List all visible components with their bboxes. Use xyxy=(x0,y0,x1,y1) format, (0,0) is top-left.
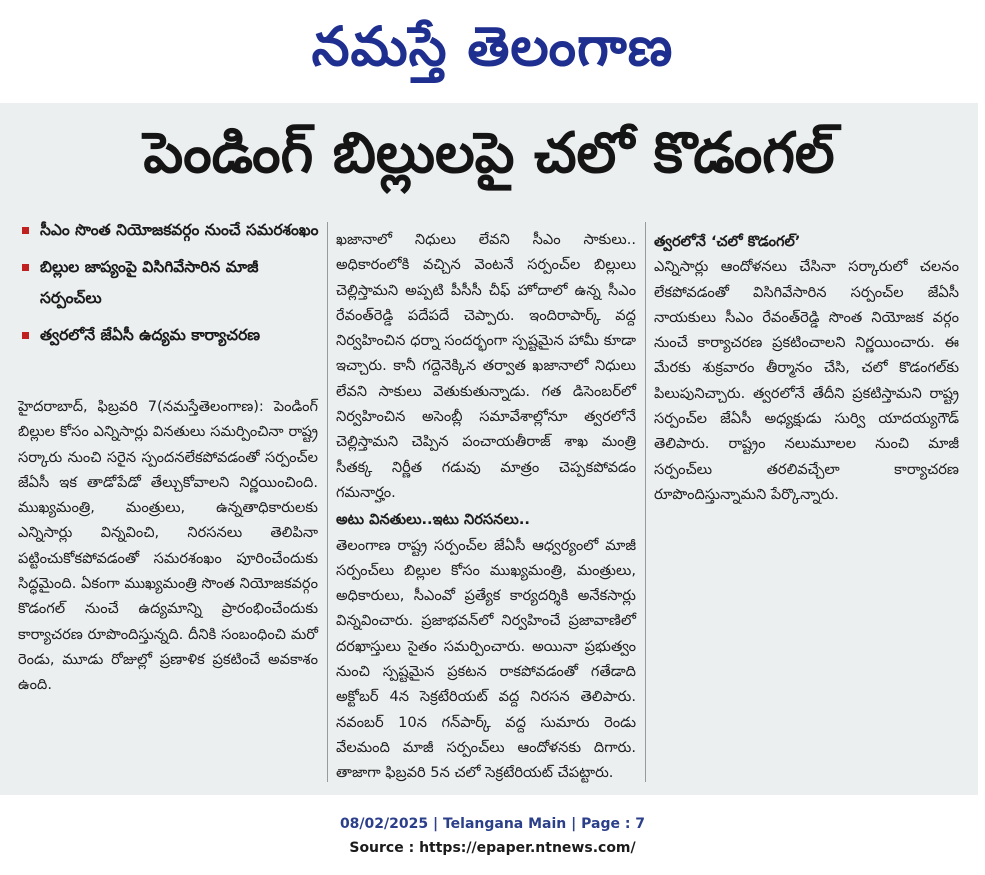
masthead-title: నమస్తే తెలంగాణ xyxy=(311,14,674,78)
bullet-text: బిల్లుల జాప్యంపై విసిగివేసారిన మాజీ సర్పంచ్‌లు xyxy=(40,258,259,307)
red-square-icon xyxy=(22,264,29,271)
paragraph: తెలంగాణ రాష్ట్ర సర్పంచ్‌ల జేఏసీ ఆధ్వర్యంలో మాజీ సర్పంచ్‌లు బిల్లుల కోసం ముఖ్యమంత్రి, మంత్రులు, అధికారులు, సీఎంవో ప్రత్యేక కార్యదర్శికి అనేకసార్లు విన్నవించారు. ప్రజాభవన్‌లో నిర్వహించే ప్రజావాణిలో దరఖాస్తులు సైతం సమర్పించారు. అయినా ప్రభుత్వం నుంచి స్పష్టమైన ప్రకటన రాకపోవడంతో గతేడాది అక్టోబర్ 4న సెక్రటేరియట్ వద్ద నిరసన తెలిపారు. నవంబర్ 10న గన్‌పార్క్ వద్ద సుమారు రెండు వేలమంది మాజీ సర్పంచ్‌లు ఆందోళనకు దిగారు. తాజాగా ఫిబ్రవరి 5న చలో సెక్రటేరియట్ చేపట్టారు. xyxy=(336,536,636,782)
source-link[interactable]: Source : https://epaper.ntnews.com/ xyxy=(349,840,636,856)
edition-info: 08/02/2025 | Telangana Main | Page : 7 xyxy=(339,816,646,832)
article-column-1 xyxy=(18,394,318,698)
red-square-icon xyxy=(22,227,29,234)
paragraph: హైదరాబాద్, ఫిబ్రవరి 7(నమస్తేతెలంగాణ): పెండింగ్ బిల్లుల కోసం ఎన్నిసార్లు వినతులు సమర్పించినా రాష్ట్ర సర్కారు నుంచి సరైన స్పందనలేకపోవడంతో సర్పంచ్‌ల జేఏసీ ఇక తాడోపేడో తేల్చుకోవాలని నిర్ణయించింది. ముఖ్యమంత్రి, మంత్రులు, ఉన్నతాధికారులకు ఎన్నిసార్లు విన్నవించి, నిరసనలు తెలిపినా పట్టించుకోకపోవడంతో సమరశంఖం పూరించేందుకు సిద్ధమైంది. ఏకంగా ముఖ్యమంత్రి సొంత నియోజకవర్గం కొడంగల్ నుంచే ఉద్యమాన్ని ప్రారంభించేందుకు కార్యాచరణ రూపొందిస్తున్నది. దీనికి సంబంధించి మరో రెండు, మూడు రోజుల్లో ప్రణాళిక ప్రకటించే అవకాశం ఉంది. xyxy=(18,398,318,694)
column-divider xyxy=(645,222,646,782)
red-square-icon xyxy=(22,332,29,339)
bullet-text: త్వరలోనే జేఏసీ ఉద్యమ కార్యాచరణ xyxy=(40,326,261,344)
highlight-bullets xyxy=(22,215,322,351)
article-column-3 xyxy=(654,227,959,507)
page-footer xyxy=(0,812,985,860)
column-divider xyxy=(327,222,328,782)
paragraph: ఎన్నిసార్లు ఆందోళనలు చేసినా సర్కారులో చలనం లేకపోవడంతో విసిగివేసారిన సర్పంచ్‌ల జేఏసీ నాయకులు సీఎం రేవంత్‌రెడ్డి సొంత నియోజక వర్గం నుంచే కార్యాచరణ ప్రకటించాలని నిర్ణయించారు. ఈ మేరకు శుక్రవారం తీర్మానం చేసి, చలో కొడంగల్‌కు పిలుపునిచ్చారు. త్వరలోనే తేదీని ప్రకటిస్తామని రాష్ట్ర సర్పంచ్‌ల జేఏసీ అధ్యక్షుడు సుర్వి యాదయ్యగౌడ్ తెలిపారు. రాష్ట్రం నలుమూలల నుంచి మాజీ సర్పంచ్‌లు తరలివచ్చేలా కార్యాచరణ రూపొందిస్తున్నామని పేర్కొన్నారు. xyxy=(654,258,959,503)
masthead xyxy=(0,0,985,100)
highlight-bullet xyxy=(22,215,322,246)
article-headline: పెండింగ్ బిల్లులపై చలో కొడంగల్ xyxy=(143,121,835,186)
paragraph: ఖజానాలో నిధులు లేవని సీఎం సాకులు.. అధికారంలోకి వచ్చిన వెంటనే సర్పంచ్‌ల బిల్లులు చెల్లిస్తామని అప్పటి పీసీసీ చీఫ్ హోదాలో ఉన్న సీఎం రేవంత్‌రెడ్డి పదేపదే చెప్పారు. ఇందిరాపార్క్ వద్ద నిర్వహించిన ధర్నా సందర్భంగా స్పష్టమైన హామీ కూడా ఇచ్చారు. కానీ గద్దెనెక్కిన తర్వాత ఖజానాలో నిధులు లేవని సాకులు వెతుకుతున్నాడు. గత డిసెంబర్‌లో నిర్వహించిన అసెంబ్లీ సమావేశాల్లోనూ త్వరలోనే చెల్లిస్తామని చెప్పిన పంచాయతీరాజ్ శాఖ మంత్రి సీతక్క నిర్ణీత గడువు మాత్రం చెప్పకపోవడం గమనార్హం. xyxy=(336,231,636,501)
highlight-bullet xyxy=(22,320,322,351)
subheading: అటు వినతులు..ఇటు నిరసనలు.. xyxy=(336,511,530,529)
highlight-bullet xyxy=(22,252,322,314)
article-column-2 xyxy=(336,227,636,786)
subheading: త్వరలోనే ‘చలో కొడంగల్’ xyxy=(654,233,801,250)
bullet-text: సీఎం సొంత నియోజకవర్గం నుంచే సమరశంఖం xyxy=(40,221,319,239)
